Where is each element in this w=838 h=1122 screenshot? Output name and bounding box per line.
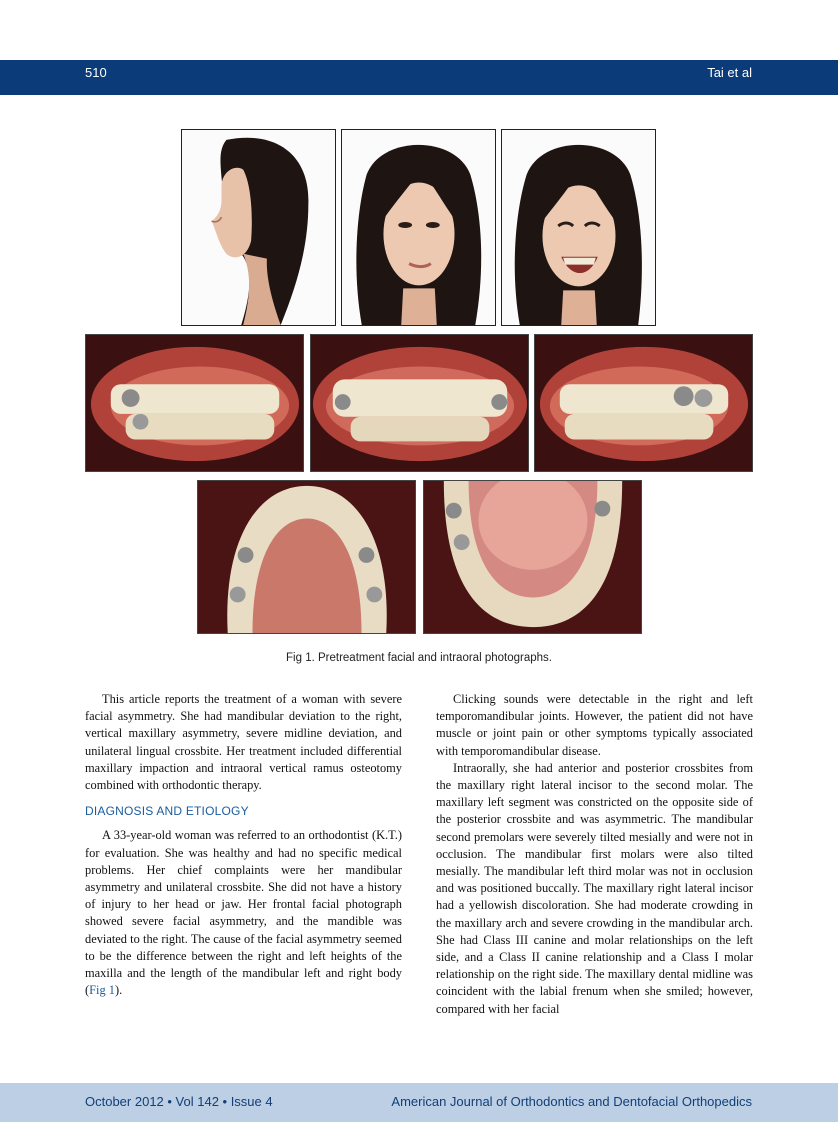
issue-info: October 2012 • Vol 142 • Issue 4 xyxy=(85,1094,273,1109)
figure-reference-link[interactable]: Fig 1 xyxy=(89,983,115,998)
running-author: Tai et al xyxy=(707,65,752,80)
page-number: 510 xyxy=(85,65,107,80)
right-buccal-intraoral-photo xyxy=(85,334,304,472)
diagnosis-text-end: ). xyxy=(114,983,123,998)
maxillary-occlusal-photo xyxy=(197,480,416,634)
left-buccal-intraoral-photo xyxy=(534,334,753,472)
diagnosis-paragraph xyxy=(85,827,402,999)
tmj-paragraph: Clicking sounds were detectable in the right and left temporomandibular joints. However, the patient did not have muscle or joint pain or other symptoms typically associated with temporomandibular disease. xyxy=(436,692,753,758)
mandibular-occlusal-photo xyxy=(423,480,642,634)
smiling-facial-photo xyxy=(501,129,656,326)
figure-caption: Fig 1. Pretreatment facial and intraoral photographs. xyxy=(286,652,552,664)
section-heading: DIAGNOSIS AND ETIOLOGY xyxy=(85,804,249,819)
intraoral-paragraph: Intraorally, she had anterior and posterior crossbites from the maxillary right lateral incisor to the second molar. The maxillary left segment was constricted on the opposite side of the posterior crossbite and was asymmetric. The mandibular second premolars were severely tilted mesially and were not in occlusion. The mandibular first molars were also tilted mesially. The mandibular left third molar was not in occlusion and was positioned buccally. The maxillary right lateral incisor had a yellowish discoloration. She had moderate crowding in the maxillary arch and severe crowding in the mandibular arch. She had Class III canine and molar relationships on the left side, and a Class II canine relationship and a Class I molar relationship on the right side. The maxillary dental midline was coincident with the labial frenum when she smiled; however, compared with her facial xyxy=(436,760,753,1016)
journal-name: American Journal of Orthodontics and Dentofacial Orthopedics xyxy=(391,1094,752,1109)
diagnosis-text: A 33-year-old woman was referred to an orthodontist (K.T.) for evaluation. She was healthy and had no specific medical problems. Her chief complaints were her mandibular asymmetry and unilateral crossbite. She did not have a history of injury to her head or jaw. Her frontal facial photograph showed severe facial asymmetry, and the mandible was deviated to the right. The cause of the facial asymmetry seemed to be the difference between the right and left heights of the maxilla and the length of the mandibular left and right body ( xyxy=(85,828,402,998)
right-column xyxy=(436,691,753,1018)
running-footer xyxy=(0,1083,838,1122)
profile-facial-photo xyxy=(181,129,336,326)
running-header xyxy=(0,60,838,95)
frontal-facial-photo xyxy=(341,129,496,326)
left-column xyxy=(85,691,402,999)
intro-paragraph: This article reports the treatment of a woman with severe facial asymmetry. She had mandibular deviation to the right, vertical maxillary asymmetry, severe midline deviation, and unilateral lingual crossbite. Her treatment included differential maxillary impaction and intraoral vertical ramus osteotomy combined with orthodontic therapy. xyxy=(85,692,402,793)
frontal-intraoral-photo xyxy=(310,334,529,472)
